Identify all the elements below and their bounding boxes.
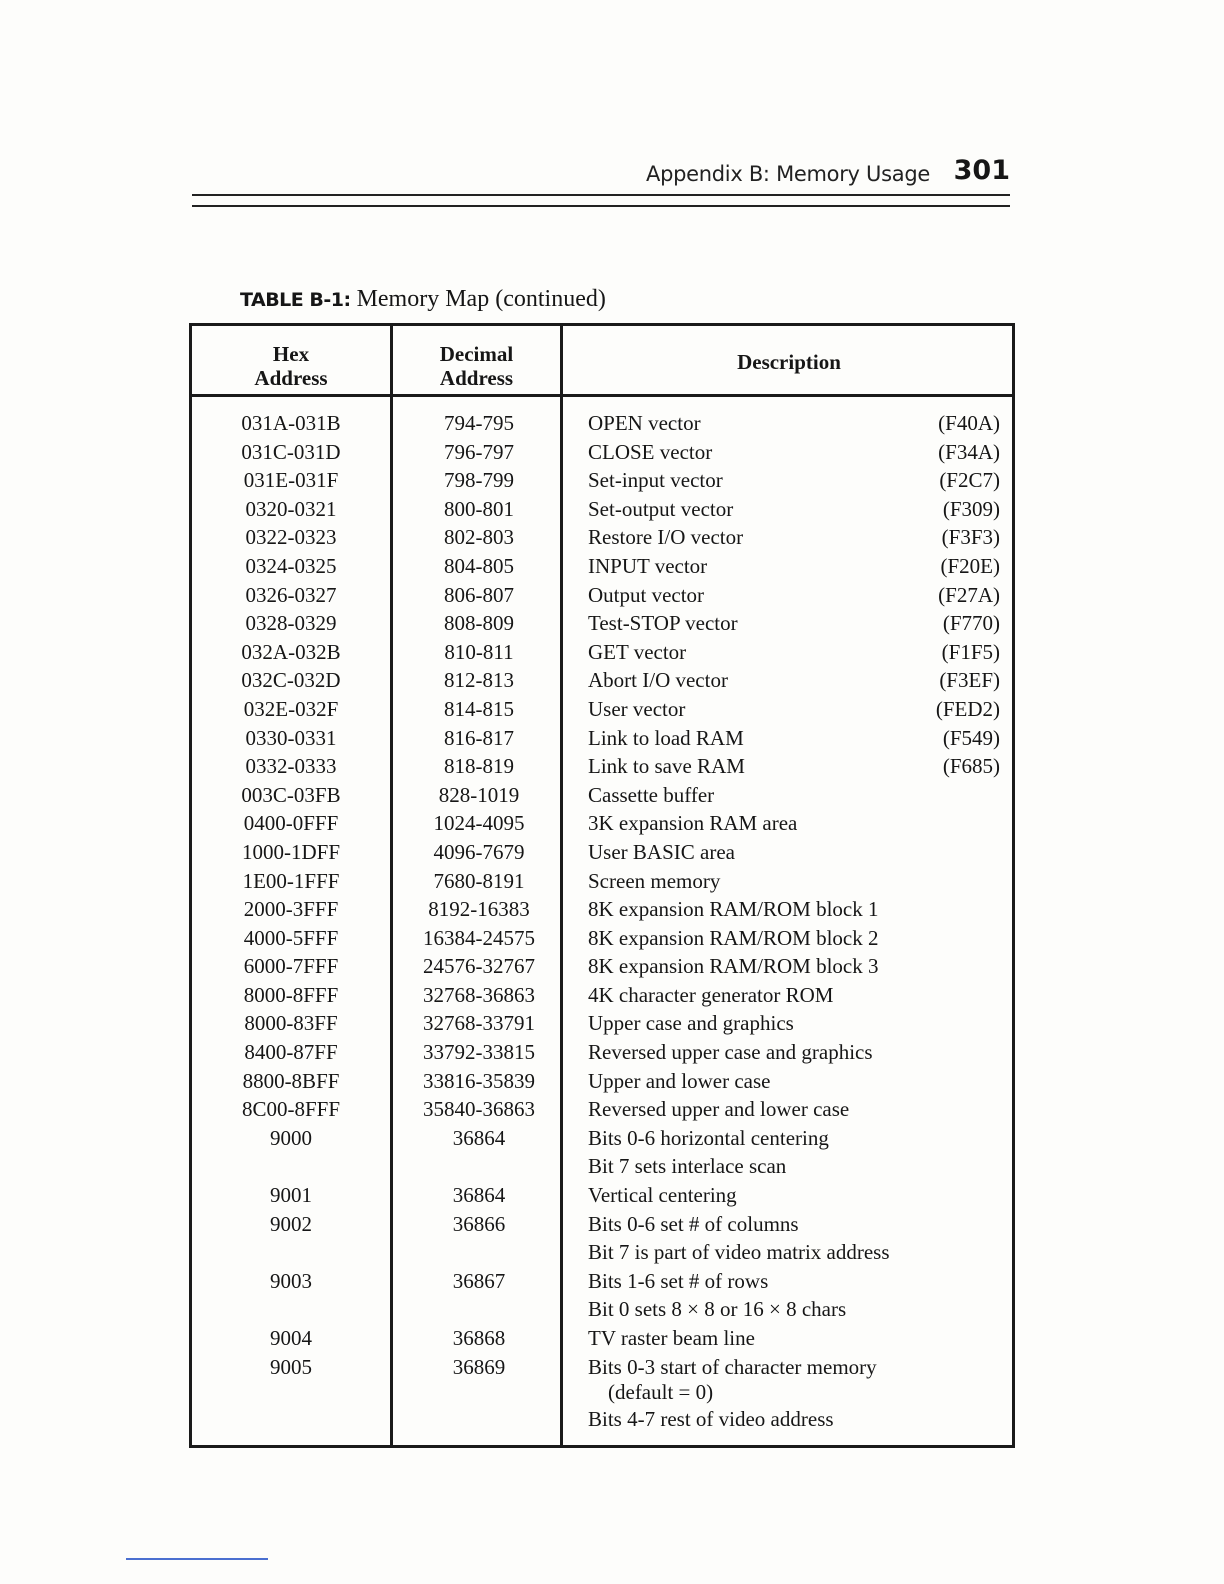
column-header-description: Description — [737, 350, 841, 374]
description-cell: 4K character generator ROM — [588, 982, 834, 1007]
table-row — [192, 438, 1012, 467]
hex-address-cell: 1000-1DFF — [241, 839, 341, 864]
vector-address-cell: (F309) — [942, 496, 1000, 521]
table-row — [192, 581, 1012, 610]
vector-address-cell: (F3EF) — [939, 668, 1000, 693]
vector-address-cell: (F40A) — [938, 411, 1000, 435]
description-cell: User vector — [588, 696, 686, 721]
memory-map-table — [189, 323, 1015, 1448]
table-row — [192, 1353, 1012, 1405]
decimal-address-cell: 810-811 — [444, 639, 514, 664]
table-row — [192, 1038, 1012, 1067]
description-cell: Upper case and graphics — [588, 1011, 794, 1036]
hex-address-cell: 031A-031B — [241, 411, 341, 435]
decimal-address-cell: 794-795 — [444, 411, 514, 435]
table-row — [192, 867, 1012, 896]
table-row — [192, 1181, 1012, 1210]
table-row — [192, 495, 1012, 524]
description-cell: TV raster beam line — [588, 1326, 755, 1350]
vector-address-cell: (F20E) — [940, 553, 1000, 578]
hex-address-cell: 9004 — [270, 1326, 312, 1350]
table-row — [192, 1405, 1012, 1434]
hex-address-cell: 8800-8BFF — [242, 1068, 340, 1093]
decimal-address-cell: 32768-33791 — [423, 1011, 535, 1036]
decimal-address-cell: 1024-4095 — [433, 811, 525, 836]
decimal-address-cell: 818-819 — [444, 754, 514, 779]
hex-address-cell: 0324-0325 — [245, 553, 337, 578]
description-cell: CLOSE vector — [588, 439, 713, 464]
description-cell: Reversed upper case and graphics — [588, 1040, 873, 1065]
table-row — [192, 809, 1012, 838]
decimal-address-cell: 36866 — [452, 1211, 506, 1236]
hex-address-cell: 6000-7FFF — [243, 954, 339, 979]
description-subtext: (default = 0) — [608, 1380, 714, 1405]
hex-address-cell: 031E-031F — [243, 468, 339, 493]
description-text: Bits 0-3 start of character memory — [588, 1354, 877, 1379]
description-cell: User BASIC area — [588, 839, 735, 864]
vector-address-cell: (FED2) — [935, 696, 1000, 721]
hex-address-cell: 0330-0331 — [245, 725, 337, 750]
description-cell: Cassette buffer — [588, 782, 715, 807]
decimal-address-cell: 33816-35839 — [423, 1068, 535, 1093]
decimal-address-cell: 828-1019 — [438, 782, 520, 807]
decimal-address-cell: 32768-36863 — [423, 982, 535, 1007]
description-cell: Output vector — [588, 582, 705, 607]
decimal-address-cell: 804-805 — [444, 553, 514, 578]
table-caption — [240, 286, 606, 313]
table-caption-text: Memory Map (continued) — [356, 286, 606, 312]
decimal-address-cell: 36869 — [452, 1354, 506, 1379]
hex-address-cell: 031C-031D — [241, 439, 341, 464]
hex-address-cell: 9001 — [270, 1183, 312, 1208]
table-row — [192, 666, 1012, 695]
decimal-address-cell: 816-817 — [444, 725, 514, 750]
description-cell: Link to save RAM — [588, 754, 745, 779]
header-rule-top — [192, 194, 1010, 196]
hex-address-cell: 8000-8FFF — [243, 982, 339, 1007]
description-cell: Abort I/O vector — [588, 668, 728, 693]
description-cell: Bits 0-6 set # of columns — [588, 1211, 799, 1236]
decimal-address-cell: 4096-7679 — [433, 839, 525, 864]
header-divider — [192, 394, 1012, 397]
vector-address-cell: (F1F5) — [941, 639, 1000, 664]
decimal-address-cell: 800-801 — [444, 496, 514, 521]
description-cell: 3K expansion RAM area — [588, 811, 798, 836]
vector-address-cell: (F3F3) — [941, 525, 1000, 550]
table-row — [192, 838, 1012, 867]
decimal-address-cell: 802-803 — [444, 525, 514, 550]
description-cell: Bits 1-6 set # of rows — [588, 1268, 769, 1293]
table-row — [192, 466, 1012, 495]
hex-address-cell: 032E-032F — [243, 696, 339, 721]
hex-address-cell: 8000-83FF — [244, 1011, 338, 1036]
table-row — [192, 552, 1012, 581]
hex-address-cell: 9003 — [270, 1268, 312, 1293]
description-cell: Bit 0 sets 8 × 8 or 16 × 8 chars — [588, 1297, 847, 1322]
column-header-hex-line1: Hex — [272, 342, 310, 366]
description-cell: Restore I/O vector — [588, 525, 744, 550]
decimal-address-cell: 16384-24575 — [423, 925, 535, 950]
decimal-address-cell: 806-807 — [444, 582, 514, 607]
description-cell: Set-input vector — [588, 468, 723, 493]
table-row — [192, 695, 1012, 724]
decimal-address-cell: 36867 — [452, 1268, 506, 1293]
hex-address-cell: 0326-0327 — [245, 582, 337, 607]
hex-address-cell: 8400-87FF — [244, 1040, 338, 1065]
description-cell: Upper and lower case — [588, 1068, 771, 1093]
hex-address-cell: 9002 — [270, 1211, 312, 1236]
hex-address-cell: 0328-0329 — [245, 611, 337, 636]
decimal-address-cell: 812-813 — [444, 668, 514, 693]
table-row — [192, 895, 1012, 924]
description-cell: Bits 4-7 rest of video address — [588, 1406, 834, 1431]
table-row — [192, 609, 1012, 638]
description-cell: Bit 7 sets interlace scan — [588, 1154, 787, 1179]
decimal-address-cell: 36864 — [452, 1183, 506, 1208]
table-row — [192, 981, 1012, 1010]
table-row — [192, 1009, 1012, 1038]
column-header-decimal — [393, 342, 560, 390]
description-cell: 8K expansion RAM/ROM block 2 — [588, 925, 879, 950]
hex-address-cell: 8C00-8FFF — [241, 1097, 341, 1122]
table-row — [192, 1324, 1012, 1353]
hex-address-cell: 032C-032D — [241, 668, 341, 693]
vector-address-cell: (F27A) — [938, 582, 1000, 607]
table-row — [192, 1295, 1012, 1324]
table-caption-label: TABLE B-1: — [240, 289, 351, 311]
table-row — [192, 952, 1012, 981]
table-row — [192, 724, 1012, 753]
decimal-address-cell: 36868 — [452, 1326, 506, 1350]
table-row — [192, 1238, 1012, 1267]
description-cell: Link to load RAM — [588, 725, 744, 750]
hex-address-cell: 0400-0FFF — [243, 811, 339, 836]
footer-line — [126, 1558, 268, 1560]
vector-address-cell: (F34A) — [938, 439, 1000, 464]
vector-address-cell: (F2C7) — [939, 468, 1000, 493]
decimal-address-cell: 7680-8191 — [433, 868, 525, 893]
hex-address-cell: 9000 — [270, 1125, 312, 1150]
column-header-hex-line2: Address — [254, 366, 328, 390]
table-row — [192, 409, 1012, 438]
description-cell: 8K expansion RAM/ROM block 3 — [588, 954, 879, 979]
decimal-address-cell: 814-815 — [444, 696, 514, 721]
description-cell: Bit 7 is part of video matrix address — [588, 1240, 890, 1265]
decimal-address-cell: 24576-32767 — [423, 954, 535, 979]
description-cell: Set-output vector — [588, 496, 734, 521]
column-header-decimal-line1: Decimal — [439, 342, 514, 366]
description-cell: Reversed upper and lower case — [588, 1097, 850, 1122]
hex-address-cell: 032A-032B — [241, 639, 341, 664]
hex-address-cell: 003C-03FB — [241, 782, 341, 807]
decimal-address-cell: 36864 — [452, 1125, 506, 1150]
header-rule-bottom — [192, 205, 1010, 207]
table-row — [192, 523, 1012, 552]
hex-address-cell: 0332-0333 — [245, 754, 337, 779]
decimal-address-cell: 798-799 — [444, 468, 514, 493]
table-row — [192, 1267, 1012, 1296]
vector-address-cell: (F770) — [942, 611, 1000, 636]
decimal-address-cell: 35840-36863 — [423, 1097, 535, 1122]
table-row — [192, 924, 1012, 953]
hex-address-cell: 1E00-1FFF — [242, 868, 340, 893]
decimal-address-cell: 808-809 — [444, 611, 514, 636]
vector-address-cell: (F549) — [942, 725, 1000, 750]
hex-address-cell: 2000-3FFF — [243, 897, 339, 922]
description-cell: 8K expansion RAM/ROM block 1 — [588, 897, 879, 922]
table-row — [192, 1210, 1012, 1239]
hex-address-cell: 9005 — [270, 1354, 312, 1379]
description-cell: GET vector — [588, 639, 687, 664]
column-header-hex — [192, 342, 390, 390]
description-cell: Vertical centering — [588, 1183, 737, 1208]
hex-address-cell: 0320-0321 — [245, 496, 337, 521]
vector-address-cell: (F685) — [942, 754, 1000, 779]
decimal-address-cell: 796-797 — [444, 439, 514, 464]
page-number: 301 — [953, 155, 1010, 186]
hex-address-cell: 0322-0323 — [245, 525, 337, 550]
column-header-decimal-line2: Address — [439, 366, 514, 390]
decimal-address-cell: 8192-16383 — [428, 897, 530, 922]
table-body — [192, 409, 1012, 1433]
table-row — [192, 638, 1012, 667]
decimal-address-cell: 33792-33815 — [423, 1040, 535, 1065]
description-cell: Screen memory — [588, 868, 721, 893]
table-row — [192, 1095, 1012, 1124]
table-row — [192, 781, 1012, 810]
description-cell — [588, 1353, 877, 1405]
table-row — [192, 1124, 1012, 1153]
description-cell: OPEN vector — [588, 411, 701, 435]
table-row — [192, 1152, 1012, 1181]
description-cell: Test-STOP vector — [588, 611, 738, 636]
table-row — [192, 752, 1012, 781]
running-header-title: Appendix B: Memory Usage — [646, 162, 930, 186]
table-row — [192, 1067, 1012, 1096]
description-cell: INPUT vector — [588, 553, 708, 578]
hex-address-cell: 4000-5FFF — [243, 925, 339, 950]
description-cell: Bits 0-6 horizontal centering — [588, 1125, 829, 1150]
